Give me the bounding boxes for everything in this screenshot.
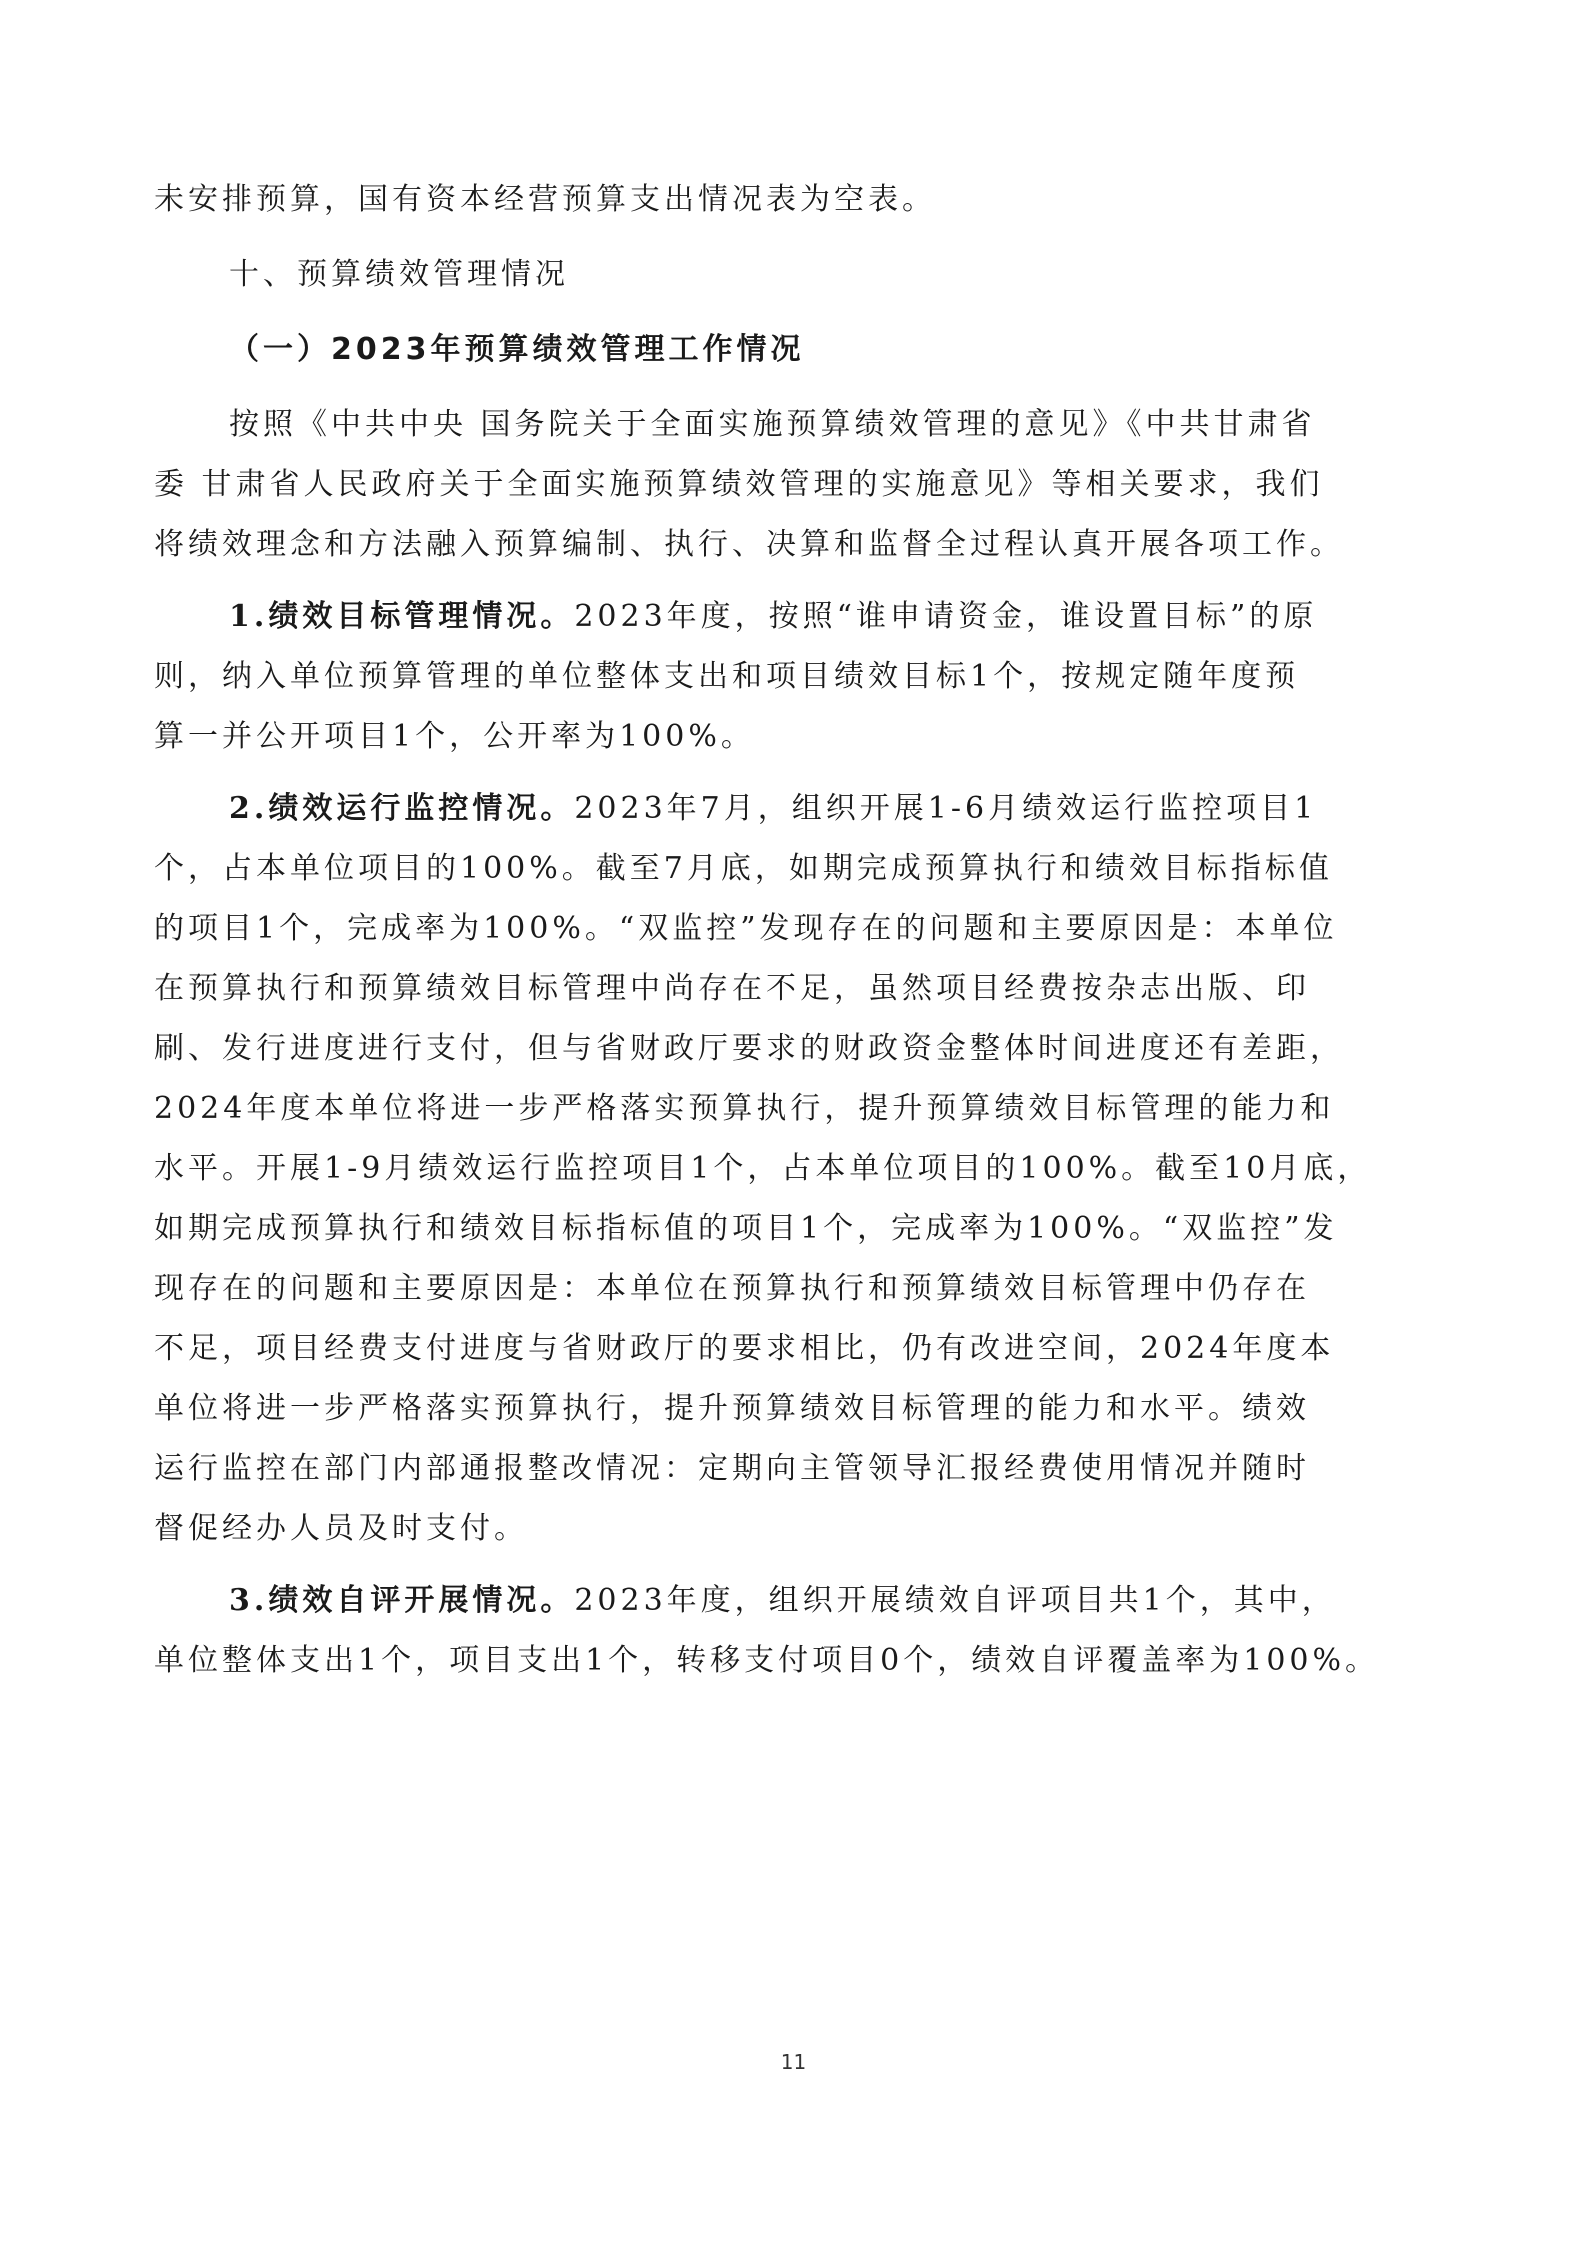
item-lead: 3.绩效自评开展情况。: [229, 1583, 575, 1618]
paragraph-line: 2024年度本单位将进一步严格落实预算执行，提升预算绩效目标管理的能力和: [154, 1091, 1335, 1126]
paragraph-line: 未安排预算，国有资本经营预算支出情况表为空表。: [154, 182, 936, 217]
item-lead: 1.绩效目标管理情况。: [229, 599, 575, 634]
paragraph-line: [154, 779, 1444, 839]
item-lead: 2.绩效运行监控情况。: [229, 791, 575, 826]
paragraph-line: 则，纳入单位预算管理的单位整体支出和项目绩效目标1个，按规定随年度预: [154, 659, 1300, 694]
paragraph-line: 委 甘肃省人民政府关于全面实施预算绩效管理的实施意见》等相关要求，我们: [154, 467, 1324, 502]
paragraph-line: 如期完成预算执行和绩效目标指标值的项目1个，完成率为100%。“双监控”发: [154, 1211, 1338, 1246]
paragraph-line: 不足，项目经费支付进度与省财政厅的要求相比，仍有改进空间，2024年度本: [154, 1331, 1335, 1366]
paragraph-line: 个，占本单位项目的100%。截至7月底，如期完成预算执行和绩效目标指标值: [154, 851, 1333, 886]
paragraph-line: 水平。开展1-9月绩效运行监控项目1个，占本单位项目的100%。截至10月底，: [154, 1151, 1372, 1186]
paragraph-line: 的项目1个，完成率为100%。“双监控”发现存在的问题和主要原因是：本单位: [154, 911, 1338, 946]
item-text: 2023年7月，组织开展1-6月绩效运行监控项目1: [574, 791, 1318, 826]
paragraph-line: 现存在的问题和主要原因是：本单位在预算执行和预算绩效目标管理中仍存在: [154, 1271, 1310, 1306]
paragraph-line: 单位将进一步严格落实预算执行，提升预算绩效目标管理的能力和水平。绩效: [154, 1391, 1310, 1426]
paragraph-line: [154, 1571, 1444, 1631]
paragraph-line: 单位整体支出1个，项目支出1个，转移支付项目0个，绩效自评覆盖率为100%。: [154, 1643, 1380, 1678]
subsection-heading: （一）2023年预算绩效管理工作情况: [229, 332, 805, 367]
section-heading: 十、预算绩效管理情况: [229, 257, 569, 292]
paragraph-line: 刷、发行进度进行支付，但与省财政厅要求的财政资金整体时间进度还有差距，: [154, 1031, 1344, 1066]
item-text: 2023年度，组织开展绩效自评项目共1个，其中，: [574, 1583, 1336, 1618]
paragraph-line: 将绩效理念和方法融入预算编制、执行、决算和监督全过程认真开展各项工作。: [154, 527, 1344, 562]
item-text: 2023年度，按照“谁申请资金，谁设置目标”的原: [574, 599, 1318, 634]
page-number: 11: [780, 2050, 807, 2074]
paragraph-line: 在预算执行和预算绩效目标管理中尚存在不足，虽然项目经费按杂志出版、印: [154, 971, 1310, 1006]
paragraph-line: 算一并公开项目1个，公开率为100%。: [154, 719, 755, 754]
document-body: [154, 170, 1444, 1691]
paragraph-line: 按照《中共中央 国务院关于全面实施预算绩效管理的意见》《中共甘肃省: [229, 407, 1316, 442]
paragraph-line: 督促经办人员及时支付。: [154, 1511, 528, 1546]
paragraph-line: 运行监控在部门内部通报整改情况：定期向主管领导汇报经费使用情况并随时: [154, 1451, 1310, 1486]
paragraph-line: [154, 587, 1444, 647]
